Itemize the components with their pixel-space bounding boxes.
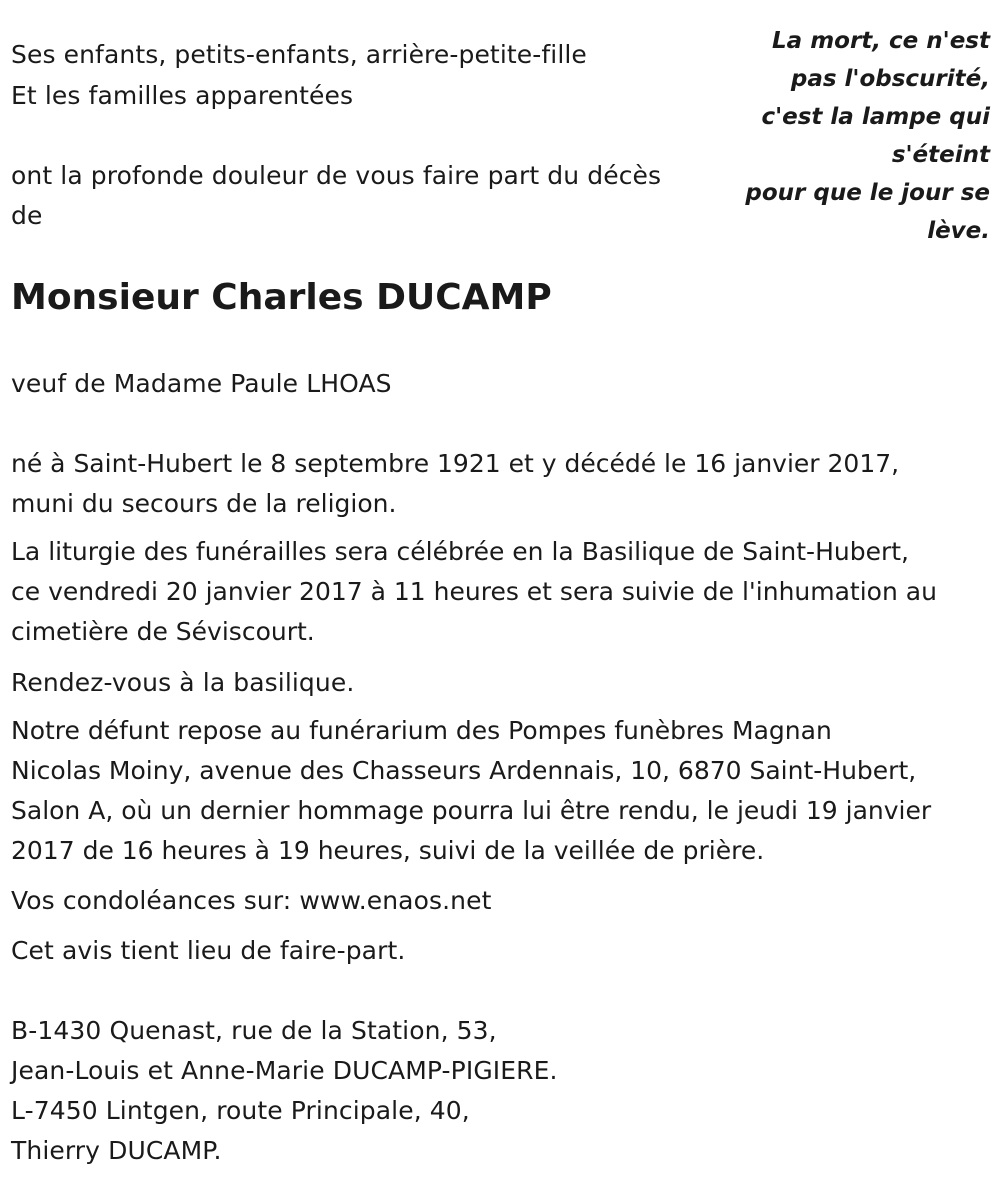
condolences-line: Vos condoléances sur: www.enaos.net — [11, 886, 492, 915]
birth-death-paragraph — [11, 444, 986, 524]
liturgy-paragraph — [11, 532, 986, 652]
related-families-line: Et les familles apparentées — [11, 81, 354, 110]
quote-line: c'est la lampe qui — [761, 104, 990, 130]
quote-line: lève. — [927, 218, 990, 244]
deceased-name: Monsieur Charles DUCAMP — [11, 277, 552, 318]
paragraph-line: né à Saint-Hubert le 8 septembre 1921 et y décédé le 16 janvier 2017, — [11, 449, 900, 478]
paragraph-line: Notre défunt repose au funérarium des Pompes funèbres Magnan — [11, 716, 832, 745]
announcement-line-end: de — [11, 201, 43, 230]
quote-line: pour que le jour se — [745, 180, 990, 206]
quote-line: pas l'obscurité, — [790, 66, 990, 92]
address-line: L-7450 Lintgen, route Principale, 40, — [11, 1096, 470, 1125]
paragraph-line: 2017 de 16 heures à 19 heures, suivi de la veillée de prière. — [11, 836, 765, 865]
family-line: Ses enfants, petits-enfants, arrière-petite-fille — [11, 40, 587, 69]
family-names-line: Thierry DUCAMP. — [11, 1136, 222, 1165]
paragraph-line: ce vendredi 20 janvier 2017 à 11 heures et sera suivie de l'inhumation au — [11, 577, 937, 606]
family-names-line: Jean-Louis et Anne-Marie DUCAMP-PIGIERE. — [11, 1056, 558, 1085]
paragraph-line: Salon A, où un dernier hommage pourra lui être rendu, le jeudi 19 janvier — [11, 796, 932, 825]
widower-line: veuf de Madame Paule LHOAS — [11, 369, 392, 398]
notice-line: Cet avis tient lieu de faire-part. — [11, 936, 406, 965]
epitaph-quote — [730, 22, 990, 250]
quote-line: La mort, ce n'est — [772, 28, 990, 54]
paragraph-line: Nicolas Moiny, avenue des Chasseurs Ardennais, 10, 6870 Saint-Hubert, — [11, 756, 917, 785]
quote-line: s'éteint — [891, 142, 990, 168]
address-line: B-1430 Quenast, rue de la Station, 53, — [11, 1016, 497, 1045]
paragraph-line: cimetière de Séviscourt. — [11, 617, 315, 646]
announcement-line: ont la profonde douleur de vous faire part du décès — [11, 161, 662, 190]
rendezvous-line: Rendez-vous à la basilique. — [11, 668, 355, 697]
funerarium-paragraph — [11, 711, 986, 871]
paragraph-line: muni du secours de la religion. — [11, 489, 397, 518]
paragraph-line: La liturgie des funérailles sera célébrée en la Basilique de Saint-Hubert, — [11, 537, 909, 566]
